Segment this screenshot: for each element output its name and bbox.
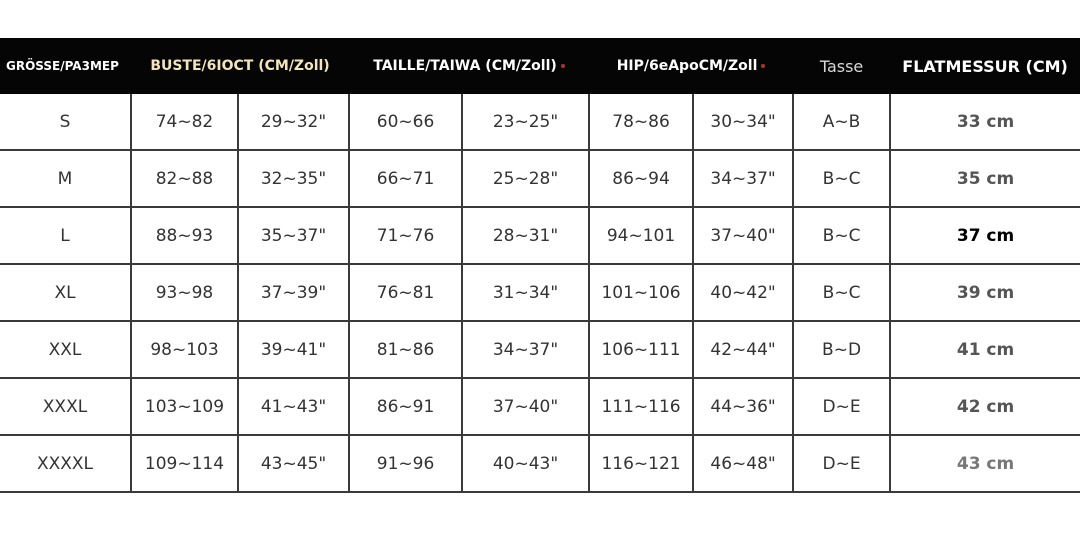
header-bust [131,38,349,94]
header-bust-label: BUSTE/6IOCT (CM/Zoll) [150,58,330,74]
hip-cm-cell: 106~111 [589,321,693,378]
size-cell: S [0,94,131,150]
hip-cm-cell: 111~116 [589,378,693,435]
waist-in-cell: 37~40" [462,378,589,435]
bust-cm-cell: 88~93 [131,207,238,264]
bust-cm-cell: 82~88 [131,150,238,207]
table-row [0,264,1080,321]
bust-in-cell: 41~43" [238,378,349,435]
marker-dot [761,64,765,68]
flat-measure-cell: 35 cm [890,150,1080,207]
waist-cm-cell: 86~91 [349,378,462,435]
cup-cell: B~C [793,207,890,264]
hip-in-cell: 42~44" [693,321,793,378]
hip-in-cell: 46~48" [693,435,793,492]
flat-measure-cell: 39 cm [890,264,1080,321]
size-cell: XXXL [0,378,131,435]
waist-cm-cell: 91~96 [349,435,462,492]
bust-in-cell: 32~35" [238,150,349,207]
cup-cell: D~E [793,378,890,435]
flat-measure-cell: 33 cm [890,94,1080,150]
waist-cm-cell: 71~76 [349,207,462,264]
table-row [0,207,1080,264]
bust-in-cell: 35~37" [238,207,349,264]
header-hip [589,38,793,94]
cup-cell: A~B [793,94,890,150]
waist-in-cell: 28~31" [462,207,589,264]
bust-in-cell: 39~41" [238,321,349,378]
size-cell: L [0,207,131,264]
cup-cell: B~C [793,264,890,321]
header-waist-label: TAILLE/TAIWA (CM/Zoll) [373,58,557,74]
waist-cm-cell: 60~66 [349,94,462,150]
header-flat-measure: FLATMESSUR (CM) [890,38,1080,94]
hip-cm-cell: 78~86 [589,94,693,150]
bust-cm-cell: 98~103 [131,321,238,378]
hip-cm-cell: 86~94 [589,150,693,207]
bust-in-cell: 43~45" [238,435,349,492]
size-cell: XL [0,264,131,321]
header-size: GRÖSSE/PA3MEP [0,38,131,94]
header-cup: Tasse [793,38,890,94]
waist-in-cell: 23~25" [462,94,589,150]
table-row [0,94,1080,150]
bust-cm-cell: 103~109 [131,378,238,435]
hip-cm-cell: 94~101 [589,207,693,264]
marker-dot [561,64,565,68]
waist-cm-cell: 76~81 [349,264,462,321]
cup-cell: B~D [793,321,890,378]
waist-cm-cell: 66~71 [349,150,462,207]
waist-in-cell: 40~43" [462,435,589,492]
header-waist [349,38,589,94]
hip-in-cell: 34~37" [693,150,793,207]
table-row [0,378,1080,435]
hip-in-cell: 30~34" [693,94,793,150]
hip-in-cell: 37~40" [693,207,793,264]
size-cell: XXL [0,321,131,378]
hip-in-cell: 40~42" [693,264,793,321]
waist-in-cell: 25~28" [462,150,589,207]
bust-cm-cell: 93~98 [131,264,238,321]
cup-cell: B~C [793,150,890,207]
bust-cm-cell: 74~82 [131,94,238,150]
flat-measure-cell: 41 cm [890,321,1080,378]
hip-cm-cell: 101~106 [589,264,693,321]
cup-cell: D~E [793,435,890,492]
hip-in-cell: 44~36" [693,378,793,435]
flat-measure-cell: 37 cm [890,207,1080,264]
waist-in-cell: 34~37" [462,321,589,378]
header-hip-label: HIP/6eApoCM/Zoll [616,58,758,74]
header-row [0,38,1080,94]
size-cell: M [0,150,131,207]
waist-cm-cell: 81~86 [349,321,462,378]
hip-cm-cell: 116~121 [589,435,693,492]
waist-in-cell: 31~34" [462,264,589,321]
table-row [0,150,1080,207]
table-row [0,435,1080,492]
bust-in-cell: 29~32" [238,94,349,150]
size-cell: XXXXL [0,435,131,492]
bust-cm-cell: 109~114 [131,435,238,492]
table-row [0,321,1080,378]
flat-measure-cell: 42 cm [890,378,1080,435]
size-chart-table [0,38,1080,493]
bust-in-cell: 37~39" [238,264,349,321]
flat-measure-cell: 43 cm [890,435,1080,492]
